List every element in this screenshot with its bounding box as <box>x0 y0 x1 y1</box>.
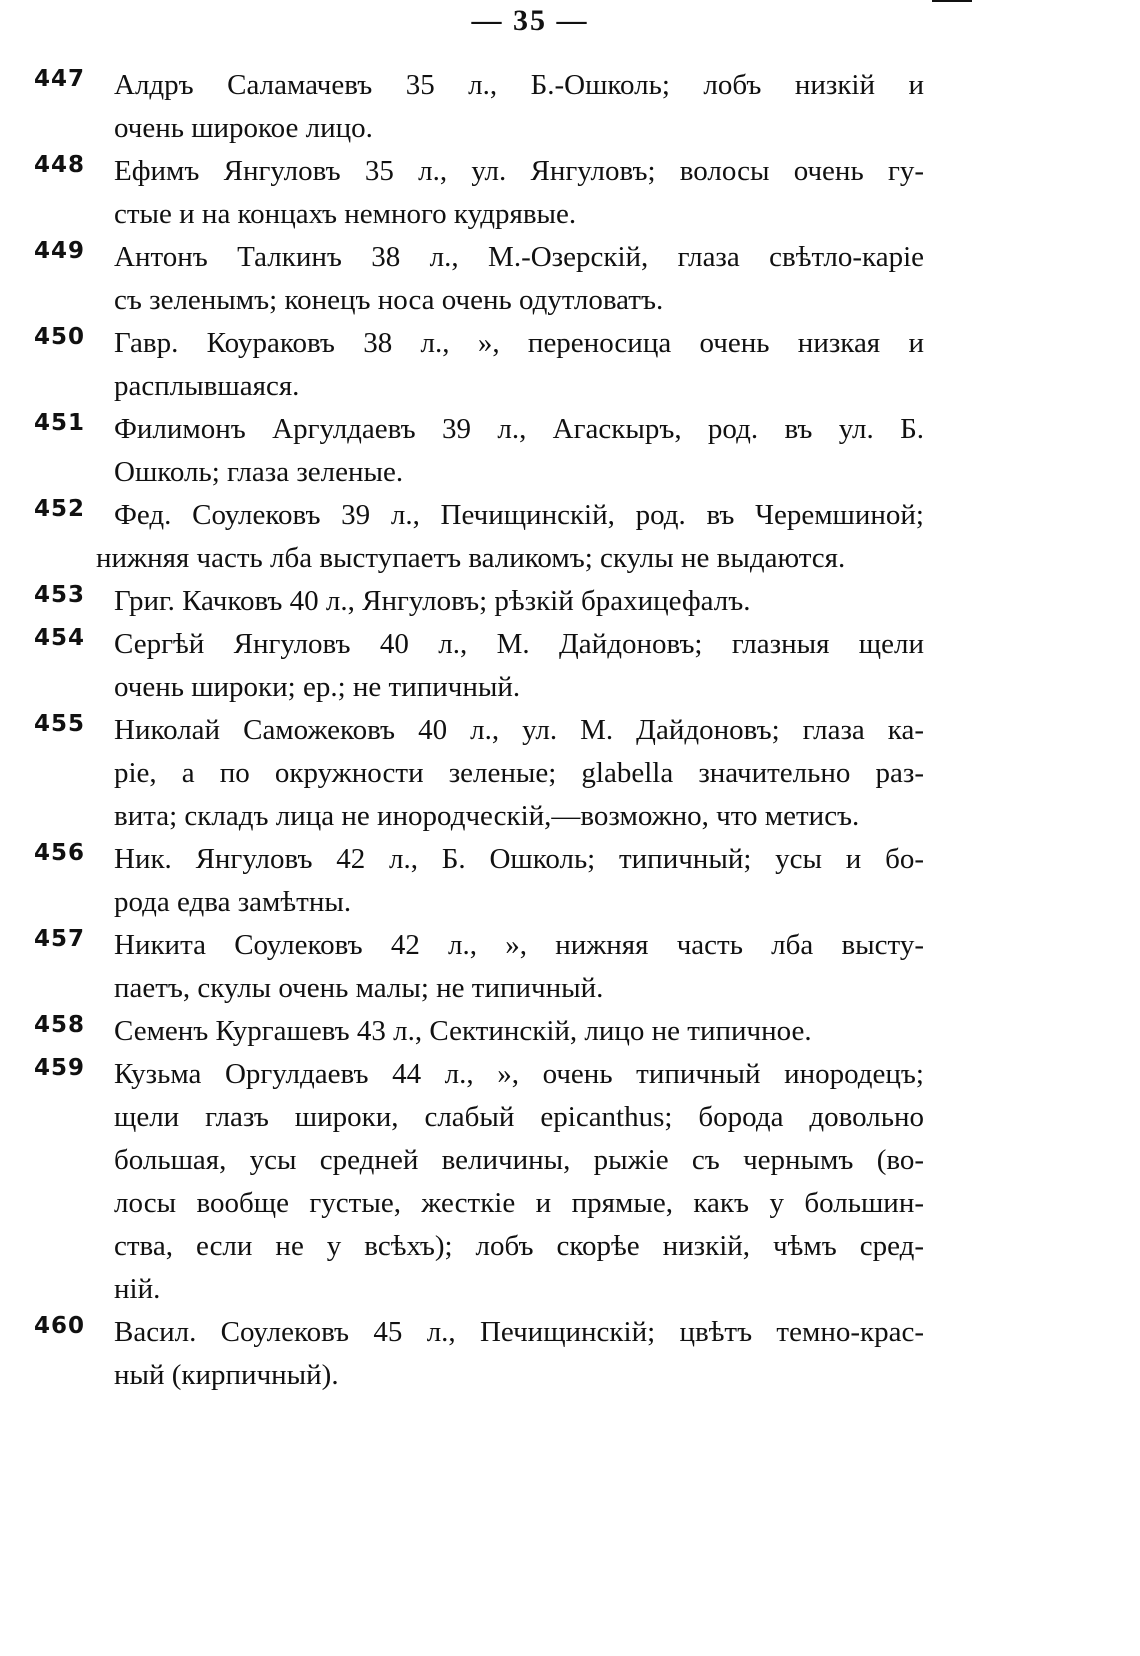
entry-number: 448 <box>34 152 86 178</box>
entry-text-line: Никита Соулековъ 42 л., », нижняя часть лба высту- <box>114 929 924 961</box>
entry-text-line: очень широки; ер.; не типичный. <box>114 671 521 703</box>
entry-text-line: Ошколь; глаза зеленые. <box>114 456 404 488</box>
entry-text-line: Васил. Соулековъ 45 л., Печищинскій; цвѣтъ темно-крас- <box>114 1316 924 1348</box>
entry-text-line: Алдръ Саламачевъ 35 л., Б.-Ошколь; лобъ низкій и <box>114 69 924 101</box>
entry-text-line: Антонъ Талкинъ 38 л., М.-Озерскій, глаза свѣтло-каріе <box>114 241 924 273</box>
entry-447 <box>34 64 934 150</box>
entry-text-line: лосы вообще густые, жесткіе и прямые, какъ у большин- <box>114 1187 924 1219</box>
entry-text-line: расплывшаяся. <box>114 370 300 402</box>
entry-text-line: Ник. Янгуловъ 42 л., Б. Ошколь; типичный; усы и бо- <box>114 843 924 875</box>
entry-text-line: щели глазъ широки, слабый epicanthus; борода довольно <box>114 1101 924 1133</box>
entry-460 <box>34 1311 934 1397</box>
entry-text-line: Кузьма Оргулдаевъ 44 л., », очень типичный инородецъ; <box>114 1058 924 1090</box>
entry-number: 454 <box>34 625 86 651</box>
entry-text-line: Ефимъ Янгуловъ 35 л., ул. Янгуловъ; волосы очень гу- <box>114 155 924 187</box>
entry-450 <box>34 322 934 408</box>
entry-451 <box>34 408 934 494</box>
entry-number: 458 <box>34 1012 86 1038</box>
entry-449 <box>34 236 934 322</box>
entry-455 <box>34 709 934 838</box>
entry-number: 449 <box>34 238 86 264</box>
entry-text-line: Семенъ Кургашевъ 43 л., Сектинскій, лицо не типичное. <box>114 1015 812 1047</box>
entry-text-line: очень широкое лицо. <box>114 112 373 144</box>
entry-454 <box>34 623 934 709</box>
entry-text-line: ный (кирпичный). <box>114 1359 339 1391</box>
entry-457 <box>34 924 934 1010</box>
entry-text-line: ства, если не у всѣхъ); лобъ скорѣе низкій, чѣмъ сред- <box>114 1230 924 1262</box>
entry-number: 459 <box>34 1055 86 1081</box>
page-number: — 35 — <box>471 4 589 37</box>
entry-453 <box>34 580 934 623</box>
entry-text-line: большая, усы средней величины, рыжіе съ чернымъ (во- <box>114 1144 924 1176</box>
entry-text-line: Гавр. Коураковъ 38 л., », переносица очень низкая и <box>114 327 924 359</box>
entry-text-line: Николай Саможековъ 40 л., ул. М. Дайдоновъ; глаза ка- <box>114 714 924 746</box>
entry-number: 452 <box>34 496 86 522</box>
entry-number: 453 <box>34 582 86 608</box>
entry-456 <box>34 838 934 924</box>
entry-text-line: Фед. Соулековъ 39 л., Печищинскій, род. въ Черемшиной; <box>114 499 924 531</box>
entry-459 <box>34 1053 934 1311</box>
entry-number: 455 <box>34 711 86 737</box>
entry-text-line: съ зеленымъ; конецъ носа очень одутловатъ. <box>114 284 664 316</box>
entry-448 <box>34 150 934 236</box>
entry-text-line: Григ. Качковъ 40 л., Янгуловъ; рѣзкій брахицефалъ. <box>114 585 751 617</box>
entry-text-line: вита; складъ лица не инородческій,—возможно, что метисъ. <box>114 800 860 832</box>
entry-text-line: ній. <box>114 1273 161 1305</box>
entry-number: 451 <box>34 410 86 436</box>
entry-458 <box>34 1010 934 1053</box>
entry-text-line: паетъ, скулы очень малы; не типичный. <box>114 972 604 1004</box>
entry-text-line: рода едва замѣтны. <box>114 886 352 918</box>
entry-text-line: Сергѣй Янгуловъ 40 л., М. Дайдоновъ; глазныя щели <box>114 628 924 660</box>
entry-number: 447 <box>34 66 86 92</box>
entry-number: 457 <box>34 926 86 952</box>
entry-text-line: ріе, а по окружности зеленые; glabella значительно раз- <box>114 757 924 789</box>
entries-list <box>34 64 934 1397</box>
entry-number: 450 <box>34 324 86 350</box>
entry-number: 456 <box>34 840 86 866</box>
entry-text-line: стые и на концахъ немного кудрявые. <box>114 198 577 230</box>
top-rule-divider <box>932 0 972 2</box>
entry-text-line: Филимонъ Аргулдаевъ 39 л., Агаскыръ, род. въ ул. Б. <box>114 413 924 445</box>
entry-text-line: нижняя часть лба выступаетъ валикомъ; скулы не выдаются. <box>96 542 846 574</box>
entry-number: 460 <box>34 1313 86 1339</box>
entry-452 <box>34 494 934 580</box>
